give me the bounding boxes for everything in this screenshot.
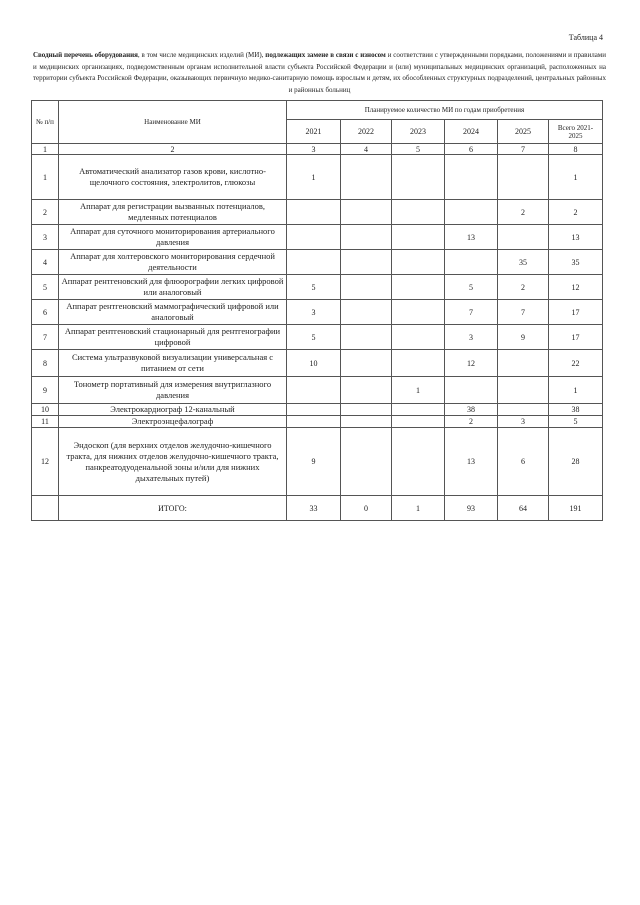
- total-2021: 33: [287, 496, 341, 521]
- cell-total: 1: [549, 155, 603, 200]
- cell-2024: 38: [445, 404, 498, 416]
- cell-2024: [445, 250, 498, 275]
- cell-2021: [287, 225, 341, 250]
- row-name: Аппарат для регистрации вызванных потенциалов, медленных потенциалов: [59, 200, 287, 225]
- cell-2021: [287, 416, 341, 428]
- cell-2024: [445, 200, 498, 225]
- page-label: Таблица 4: [568, 33, 603, 42]
- column-number: 3: [287, 144, 341, 155]
- cell-2022: [341, 200, 392, 225]
- cell-2024: 5: [445, 275, 498, 300]
- table-row: [32, 225, 603, 250]
- cell-2024: 13: [445, 225, 498, 250]
- cell-2024: 2: [445, 416, 498, 428]
- row-number: 7: [32, 325, 59, 350]
- cell-2022: [341, 250, 392, 275]
- cell-2024: 13: [445, 428, 498, 496]
- cell-2022: [341, 325, 392, 350]
- total-number-cell: [32, 496, 59, 521]
- cell-2022: [341, 300, 392, 325]
- row-number: 3: [32, 225, 59, 250]
- row-name: Электроэнцефалограф: [59, 416, 287, 428]
- cell-2023: [392, 325, 445, 350]
- cell-2023: [392, 155, 445, 200]
- header-year-2022: 2022: [341, 120, 392, 144]
- cell-2022: [341, 155, 392, 200]
- cell-2023: [392, 404, 445, 416]
- cell-2025: [498, 377, 549, 404]
- cell-2022: [341, 428, 392, 496]
- row-number: 11: [32, 416, 59, 428]
- table-row: [32, 300, 603, 325]
- cell-total: 1: [549, 377, 603, 404]
- header-planned-quantity: Планируемое количество МИ по годам приобретения: [287, 101, 603, 120]
- cell-2021: 3: [287, 300, 341, 325]
- cell-total: 12: [549, 275, 603, 300]
- total-2024: 93: [445, 496, 498, 521]
- header-year-2025: 2025: [498, 120, 549, 144]
- cell-2023: [392, 428, 445, 496]
- cell-2023: [392, 225, 445, 250]
- cell-2025: [498, 225, 549, 250]
- row-number: 2: [32, 200, 59, 225]
- cell-2023: 1: [392, 377, 445, 404]
- cell-2021: 5: [287, 275, 341, 300]
- cell-2025: 9: [498, 325, 549, 350]
- cell-2025: [498, 350, 549, 377]
- cell-total: 2: [549, 200, 603, 225]
- table-row: [32, 377, 603, 404]
- total-all: 191: [549, 496, 603, 521]
- cell-2022: [341, 416, 392, 428]
- row-name: Система ультразвуковой визуализации универсальная с питанием от сети: [59, 350, 287, 377]
- row-name: Аппарат для суточного мониторирования артериального давления: [59, 225, 287, 250]
- cell-2021: [287, 250, 341, 275]
- column-number: 5: [392, 144, 445, 155]
- cell-total: 17: [549, 300, 603, 325]
- cell-2025: 2: [498, 200, 549, 225]
- header-year-2024: 2024: [445, 120, 498, 144]
- cell-2021: 9: [287, 428, 341, 496]
- cell-2022: [341, 275, 392, 300]
- row-name: Электрокардиограф 12-канальный: [59, 404, 287, 416]
- row-number: 4: [32, 250, 59, 275]
- cell-2025: 7: [498, 300, 549, 325]
- cell-2022: [341, 225, 392, 250]
- cell-2021: [287, 404, 341, 416]
- header-name: Наименование МИ: [59, 101, 287, 144]
- cell-total: 28: [549, 428, 603, 496]
- table-row: [32, 350, 603, 377]
- cell-2022: [341, 350, 392, 377]
- row-name: Эндоскоп (для верхних отделов желудочно-кишечного тракта, для нижних отделов желудочно-кишечного тракта, панкреатодуоденальной зоны и/или для нижних дыхательных путей): [59, 428, 287, 496]
- cell-2021: 5: [287, 325, 341, 350]
- row-number: 5: [32, 275, 59, 300]
- total-2022: 0: [341, 496, 392, 521]
- column-number: 6: [445, 144, 498, 155]
- column-number: 2: [59, 144, 287, 155]
- table-row: [32, 428, 603, 496]
- cell-2023: [392, 275, 445, 300]
- column-number: 7: [498, 144, 549, 155]
- cell-2025: 6: [498, 428, 549, 496]
- column-number: 1: [32, 144, 59, 155]
- caption-text-2: и соответствии с утвержденными порядками, положениями и правилами и медицинских организациях, подведомственным органам исполнительной власти субъекта Российской Федерации и (или) муниципальных медицинских организаций, расположенных на территории субъекта Российской Федерации, оказывающих первичную медико-санитарную помощь взрослым и детям, их обособленных структурных подразделений, центральных районных и районных больниц: [33, 51, 606, 94]
- row-number: 8: [32, 350, 59, 377]
- cell-2023: [392, 200, 445, 225]
- caption-bold-2: подлежащих замене в связи с износом: [265, 51, 386, 59]
- cell-2024: [445, 155, 498, 200]
- cell-2023: [392, 300, 445, 325]
- cell-total: 35: [549, 250, 603, 275]
- cell-2024: 3: [445, 325, 498, 350]
- row-name: Аппарат рентгеновский маммографический цифровой или аналоговый: [59, 300, 287, 325]
- row-name: Автоматический анализатор газов крови, кислотно-щелочного состояния, электролитов, глюкозы: [59, 155, 287, 200]
- cell-2023: [392, 250, 445, 275]
- cell-2021: [287, 377, 341, 404]
- cell-2021: 1: [287, 155, 341, 200]
- cell-total: 38: [549, 404, 603, 416]
- table-row: [32, 404, 603, 416]
- caption-bold-1: Сводный перечень оборудования: [33, 51, 138, 59]
- table-row: [32, 200, 603, 225]
- cell-total: 13: [549, 225, 603, 250]
- header-year-2023: 2023: [392, 120, 445, 144]
- table-row: [32, 325, 603, 350]
- cell-2023: [392, 350, 445, 377]
- cell-2024: 12: [445, 350, 498, 377]
- total-2025: 64: [498, 496, 549, 521]
- cell-2025: [498, 404, 549, 416]
- header-year-2021: 2021: [287, 120, 341, 144]
- total-row: [32, 496, 603, 521]
- table-row: [32, 275, 603, 300]
- table-caption: [33, 50, 606, 96]
- row-number: 12: [32, 428, 59, 496]
- cell-2024: 7: [445, 300, 498, 325]
- total-label: ИТОГО:: [59, 496, 287, 521]
- row-name: Аппарат для холтеровского мониторирования сердечной деятельности: [59, 250, 287, 275]
- cell-2021: [287, 200, 341, 225]
- row-number: 1: [32, 155, 59, 200]
- cell-2025: 2: [498, 275, 549, 300]
- cell-2022: [341, 404, 392, 416]
- cell-total: 22: [549, 350, 603, 377]
- equipment-table: [31, 100, 603, 521]
- row-name: Аппарат рентгеновский стационарный для рентгенографии цифровой: [59, 325, 287, 350]
- cell-2022: [341, 377, 392, 404]
- table-row: [32, 250, 603, 275]
- row-number: 6: [32, 300, 59, 325]
- caption-text-1: , в том числе медицинских изделий (МИ),: [137, 51, 266, 59]
- header-total: Всего 2021-2025: [549, 120, 603, 144]
- column-number: 4: [341, 144, 392, 155]
- cell-2025: [498, 155, 549, 200]
- row-number: 9: [32, 377, 59, 404]
- table-row: [32, 155, 603, 200]
- cell-total: 5: [549, 416, 603, 428]
- total-2023: 1: [392, 496, 445, 521]
- row-name: Тонометр портативный для измерения внутриглазного давления: [59, 377, 287, 404]
- row-number: 10: [32, 404, 59, 416]
- header-number: № п/п: [32, 101, 59, 144]
- cell-2023: [392, 416, 445, 428]
- table-row: [32, 416, 603, 428]
- cell-2025: 35: [498, 250, 549, 275]
- cell-2021: 10: [287, 350, 341, 377]
- column-number-row: [32, 144, 603, 155]
- row-name: Аппарат рентгеновский для флюорографии легких цифровой или аналоговый: [59, 275, 287, 300]
- cell-2024: [445, 377, 498, 404]
- cell-total: 17: [549, 325, 603, 350]
- cell-2025: 3: [498, 416, 549, 428]
- column-number: 8: [549, 144, 603, 155]
